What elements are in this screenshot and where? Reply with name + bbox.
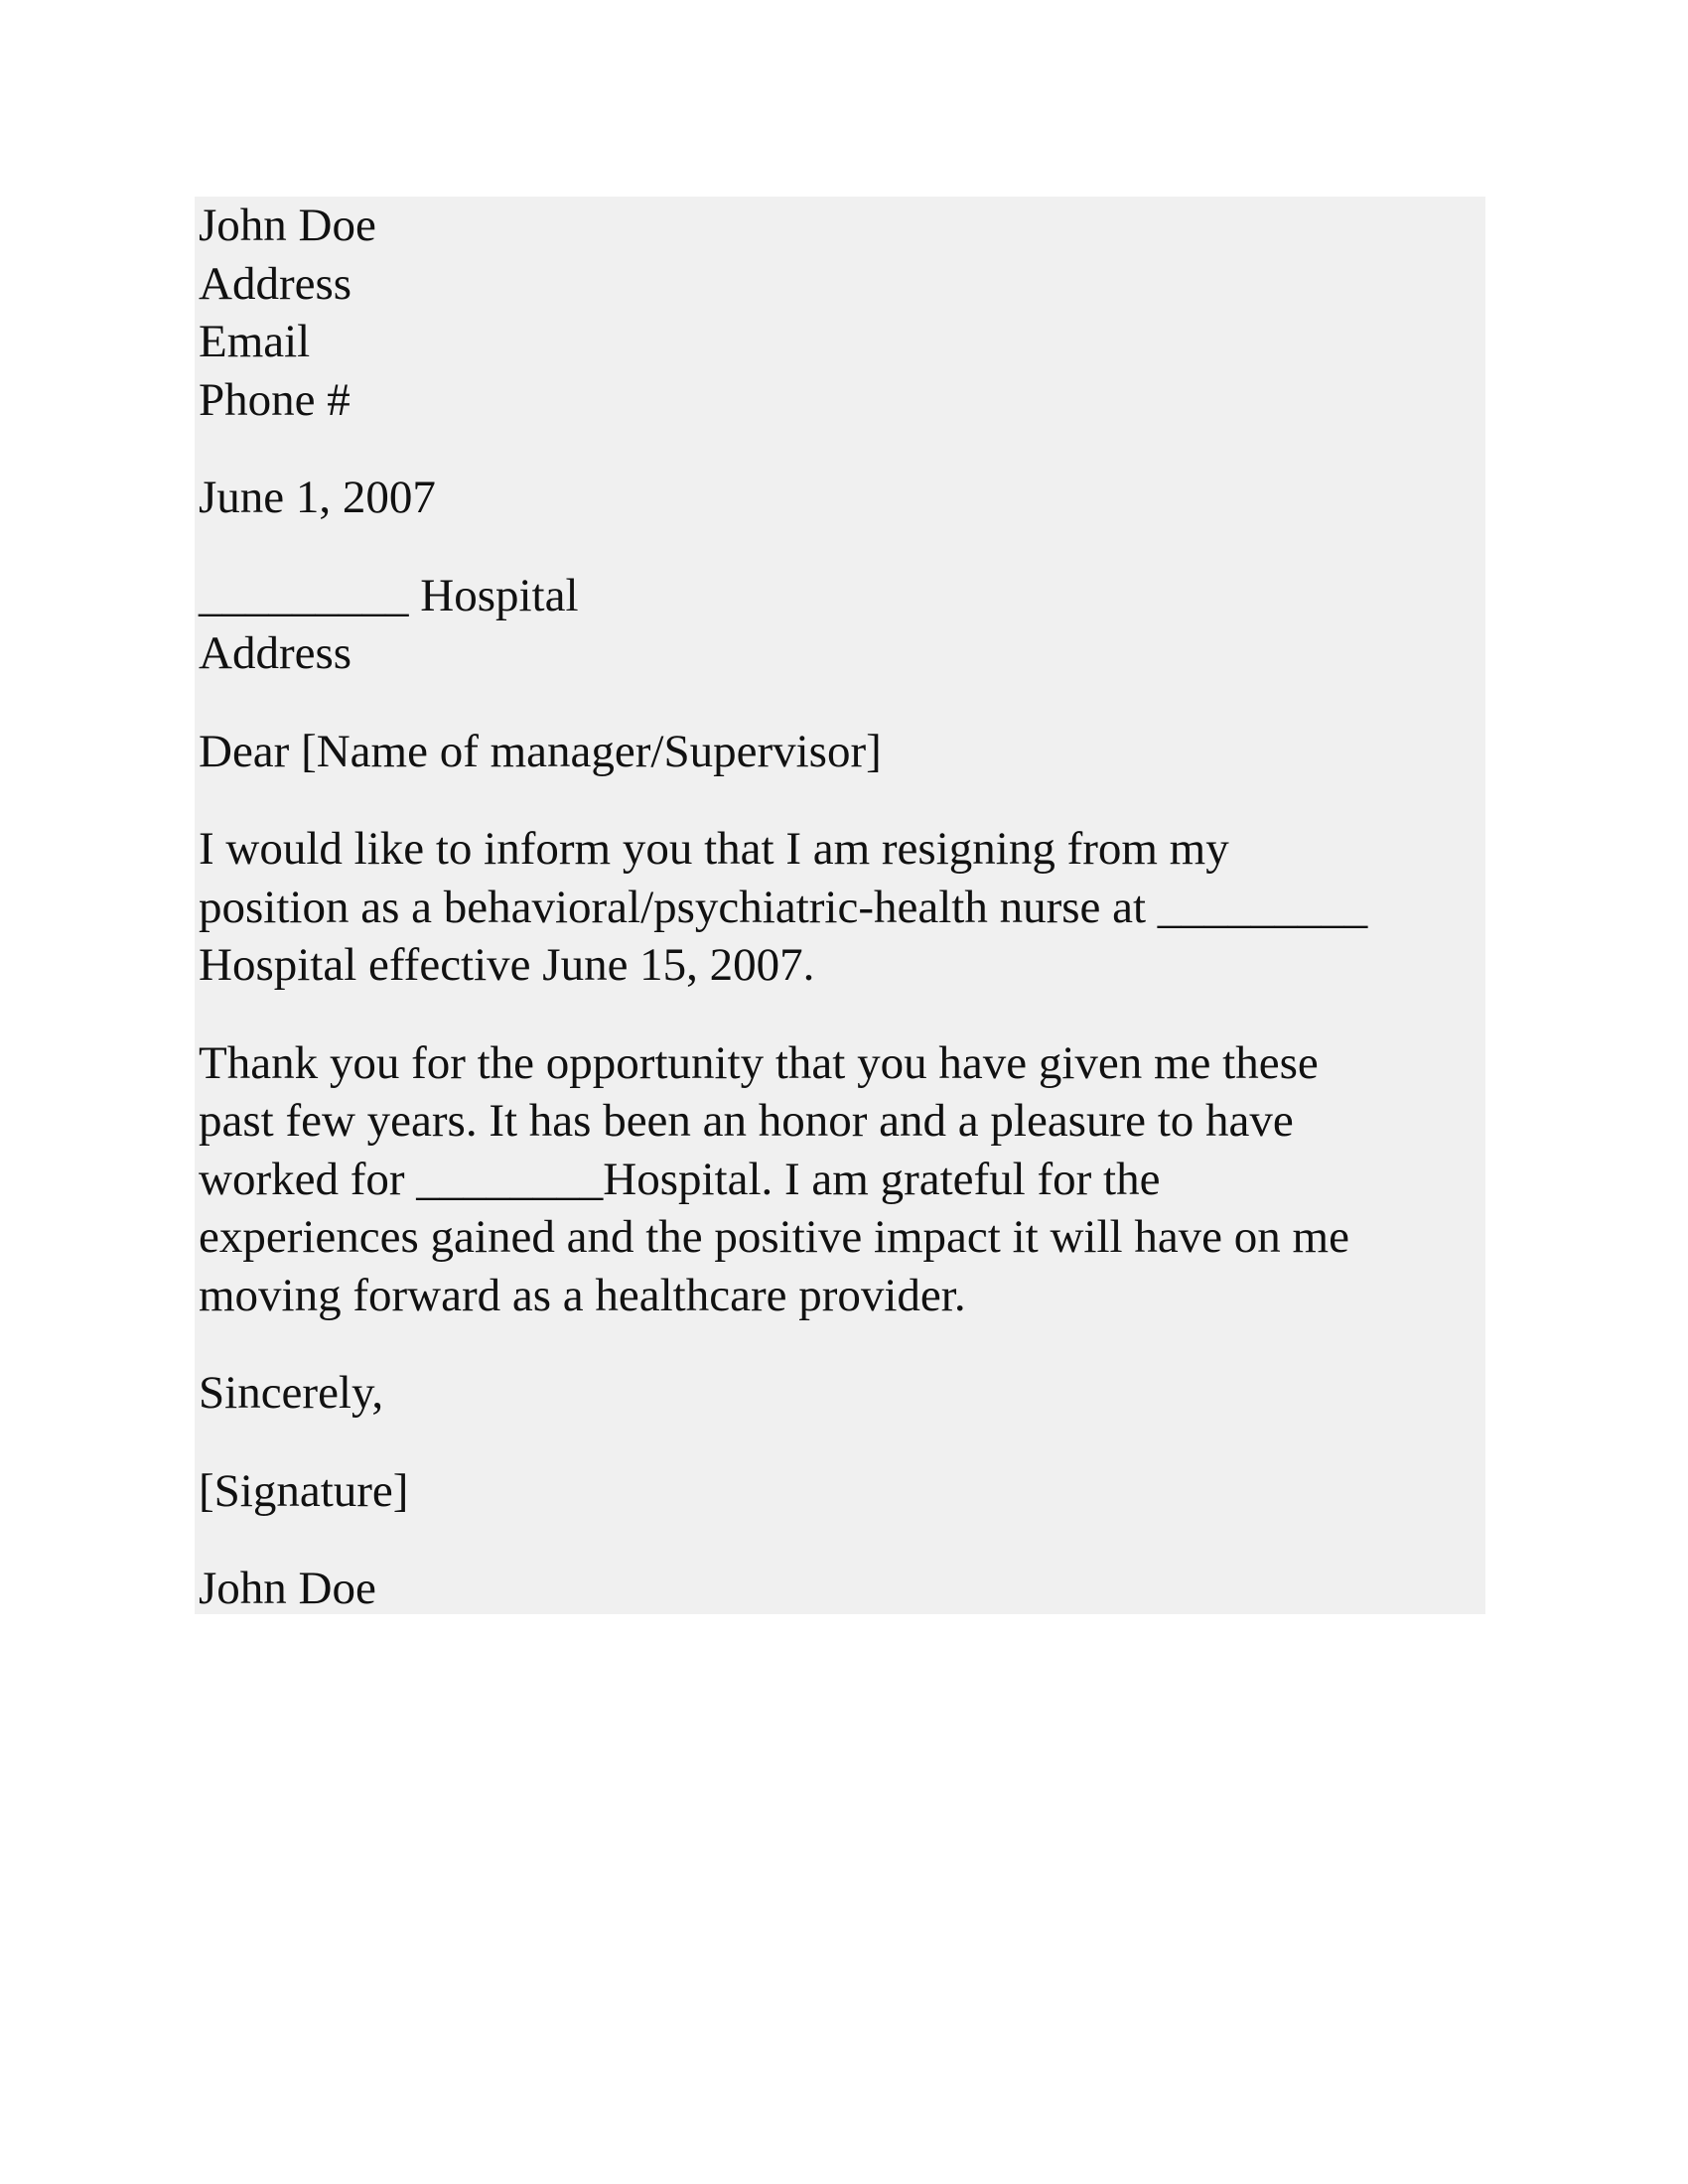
signoff-block xyxy=(199,1560,1485,1618)
salutation-block xyxy=(199,723,1485,781)
paragraph-2-line: worked for ________Hospital. I am grateful for the xyxy=(199,1153,1161,1205)
sender-name: John Doe xyxy=(199,200,376,251)
recipient-hospital: _________ Hospital xyxy=(199,569,579,621)
paragraph-1-line: Hospital effective June 15, 2007. xyxy=(199,939,815,991)
signature-block xyxy=(199,1462,1485,1521)
recipient-address: Address xyxy=(199,627,352,679)
paragraph-2-line: past few years. It has been an honor and a pleasure to have xyxy=(199,1095,1294,1147)
resignation-letter xyxy=(195,197,1485,1614)
signature-placeholder: [Signature] xyxy=(199,1464,409,1517)
paragraph-2-line: experiences gained and the positive impact it will have on me xyxy=(199,1211,1349,1263)
date-block xyxy=(199,469,1485,527)
paragraph-1-line: position as a behavioral/psychiatric-health nurse at _________ xyxy=(199,881,1368,933)
paragraph-2-line: moving forward as a healthcare provider. xyxy=(199,1269,966,1321)
paragraph-2-line: Thank you for the opportunity that you have given me these xyxy=(199,1036,1319,1089)
closing-block xyxy=(199,1364,1485,1423)
sender-block xyxy=(199,197,1485,429)
salutation: Dear [Name of manager/Supervisor] xyxy=(199,725,882,777)
closing: Sincerely, xyxy=(199,1367,384,1419)
sender-email: Email xyxy=(199,316,311,367)
recipient-block xyxy=(199,567,1485,683)
sender-phone: Phone # xyxy=(199,373,351,426)
body-paragraph-1 xyxy=(199,820,1485,995)
body-paragraph-2 xyxy=(199,1034,1485,1325)
letter-date: June 1, 2007 xyxy=(199,472,436,523)
signoff-name: John Doe xyxy=(199,1563,376,1614)
sender-address: Address xyxy=(199,257,352,310)
paragraph-1-line: I would like to inform you that I am resigning from my xyxy=(199,823,1229,875)
